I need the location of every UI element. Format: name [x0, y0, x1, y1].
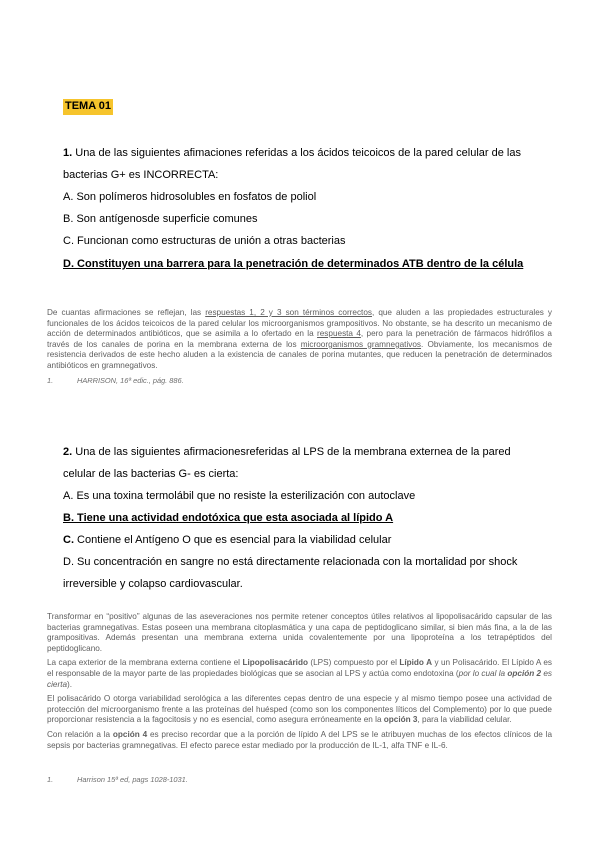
- question-2-option-c: C. Contiene el Antígeno O que es esencial para la viabilidad celular: [63, 534, 392, 546]
- question-2-line-1: [63, 445, 511, 459]
- question-1-option-b: B. Son antígenosde superficie comunes: [63, 213, 258, 225]
- explanation-2-paragraph-3: El polisacárido O otorga variabilidad serológica a las diferentes cepas dentro de una especie y al mismo tiempo posee una actividad de protección del microorganismo frente a las proteínas del huésped (como son los componentes líticos del Complemento) por lo que puede proporcionar resistencia a la fagocitosis y no es esencial, como asegura erróneamente en la opción 3, para la viabilidad celular.: [47, 694, 552, 725]
- question-1-number: 1.: [63, 147, 73, 159]
- explanation-2: [47, 612, 552, 755]
- reference-2: 1. Harrison 15ª ed, pags 1028-1031.: [47, 775, 188, 784]
- explanation-1: De cuantas afirmaciones se reflejan, las respuestas 1, 2 y 3 son términos correctos, que aluden a las propiedades estructurales y funcionales de los ácidos teicoicos de la pared celular los microorganismos grampositivos. No obstante, se ha descrito un mecanismo de acción de determinados antibióticos, que se asimila a lo ofertado en la respuesta 4, pero para la penetración de fármacos hidrófilos a través de los canales de porina en la membrana externa de los microorganismos gramnegativos. Obviamente, los mecanismos de resistencia derivados de este hecho aluden a la existencia de canales de porina mutantes, que reducen la penetración de determinados antibióticos en gramnegativos.: [47, 308, 553, 370]
- question-2-line-2: celular de las bacterias G- es cierta:: [63, 468, 239, 480]
- question-2-option-d-line-1: D. Su concentración en sangre no está directamente relacionada con la mortalidad por shock: [63, 556, 518, 568]
- question-1-line-2: bacterias G+ es INCORRECTA:: [63, 169, 219, 181]
- question-2-option-b-correct: B. Tiene una actividad endotóxica que esta asociada al lípido A: [63, 512, 394, 524]
- question-1-option-d-correct: D. Constituyen una barrera para la penetración de determinados ATB dentro de la célula: [63, 258, 524, 270]
- question-2-option-a: A. Es una toxina termolábil que no resiste la esterilización con autoclave: [63, 490, 416, 502]
- question-2-option-d-line-2: irreversible y colapso cardiovascular.: [63, 578, 243, 590]
- question-1-line-1: [63, 146, 521, 160]
- reference-1: 1. HARRISON, 16ª edic., pág. 886.: [47, 376, 184, 385]
- question-1-text: Una de las siguientes afimaciones referidas a los ácidos teicoicos de la pared celular de las: [72, 147, 521, 159]
- explanation-2-paragraph-2: La capa exterior de la membrana externa contiene el Lipopolisacárido (LPS) compuesto por el Lípido A y un Polisacárido. El Lípido A es el responsable de la mayor parte de las propiedades biológicas que se asocian al LPS y actúa como endotoxina (por lo cual la opción 2 es cierta).: [47, 658, 552, 689]
- explanation-2-paragraph-4: Con relación a la opción 4 es preciso recordar que a la porción de lípido A del LPS se le atribuyen muchas de los efectos clínicos de la sepsis por bacterias gramnegativas. El efecto parece estar mediado por la producción de IL-1, alfa TNF e IL-6.: [47, 729, 552, 750]
- question-1-option-c: C. Funcionan como estructuras de unión a otras bacterias: [63, 235, 346, 247]
- question-2-text: Una de las siguientes afirmacionesreferidas al LPS de la membrana externea de la pared: [72, 446, 511, 458]
- question-1-option-a: A. Son polímeros hidrosolubles en fosfatos de poliol: [63, 191, 317, 203]
- question-2-number: 2.: [63, 446, 73, 458]
- explanation-2-paragraph-1: Transformar en “positivo” algunas de las aseveraciones nos permite retener conceptos útiles relativos al lipopolisacárido capsular de las bacterias gramnegativas. Estas poseen una membrana citoplasmática y una capa de peptidoglicano similar, si bien más fina, a la de las grampositivas. Además presentan una membrana externa unida covalentemente por una lipoproteína a los tetrapéptidos del peptidoglicano.: [47, 612, 552, 653]
- topic-heading: TEMA 01: [63, 99, 113, 115]
